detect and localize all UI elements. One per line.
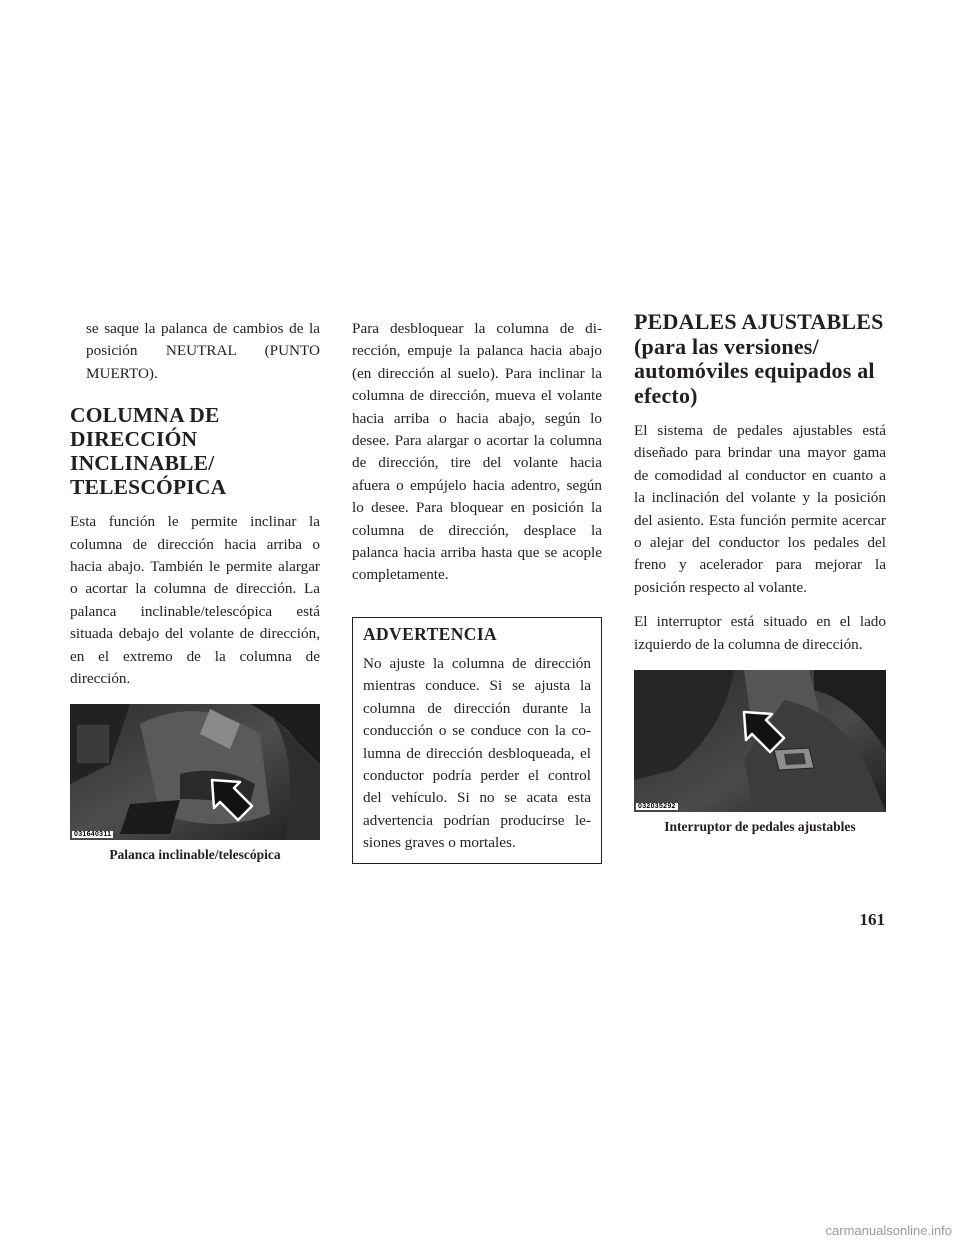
tilt-lever-figure — [70, 704, 320, 840]
figure-caption: Interruptor de pedales ajustables — [664, 819, 856, 835]
figure-code: 031640311 — [74, 831, 112, 839]
section-title-steering-column: COLUMNA DE DIRECCIÓN INCLINABLE/ TELESCÓPICA — [70, 403, 227, 500]
pedal-switch-figure — [634, 670, 886, 812]
figure-code: 032035292 — [638, 803, 676, 811]
column-2 — [352, 318, 602, 864]
warning-text: No ajuste la columna de dirección mientras conduce. Si se ajusta la columna de dirección durante la conducción o se conduce con la columna de dirección desbloqueada, el conductor podría perder el control del vehículo. Si no se acata esta advertencia podrían producirse lesiones graves o mortales. — [363, 654, 591, 852]
page-number: 161 — [859, 910, 885, 929]
unlock-instructions-paragraph: Para desbloquear la columna de dirección, empuje la palanca hacia abajo (en dirección al suelo). Para inclinar la columna de dirección, mueva el volante hacia arriba o hacia abajo, según lo desee. Para alargar o acortar la columna de dirección, tire del volante hacia afuera o empújelo hacia adentro, según lo desee. Para bloquear en posición la columna de dirección, desplace la palanca hacia arriba hasta que se acople completamente. — [352, 320, 602, 584]
watermark: carmanualsonline.info — [825, 1223, 952, 1238]
steering-column-paragraph: Esta función le permite inclinar la columna de dirección hacia arriba o hacia abajo. También le permite alargar o acortar la columna de dirección. La palanca inclinable/telescópica está situada debajo del volante de dirección, en el extremo de la columna de dirección. — [70, 513, 320, 688]
figure-caption: Palanca inclinable/telescópica — [109, 847, 281, 863]
intro-text: se saque la palanca de cambios de la posición NEUTRAL (PUNTO MUERTO). — [86, 320, 320, 382]
warning-box — [352, 617, 602, 864]
pedal-switch-photo — [634, 670, 886, 812]
column-1 — [70, 318, 320, 864]
adjustable-pedals-paragraph: El sistema de pedales ajustables está diseñado para brindar una mayor gama de comodidad al conductor en cuanto a la inclinación del volante y la posición del asiento. Esta función permite acercar o alejar del conductor los pedales del freno y acelerador para mejorar la posición respecto al volante. — [634, 422, 886, 596]
switch-location-paragraph: El interruptor está situado en el lado izquierdo de la columna de dirección. — [634, 613, 886, 653]
warning-title: ADVERTENCIA — [363, 623, 498, 644]
tilt-lever-photo — [70, 704, 320, 840]
column-3 — [634, 309, 886, 836]
section-title-adjustable-pedals: PEDALES AJUSTABLES (para las versiones/ automóviles equipados al efecto) — [634, 309, 884, 408]
